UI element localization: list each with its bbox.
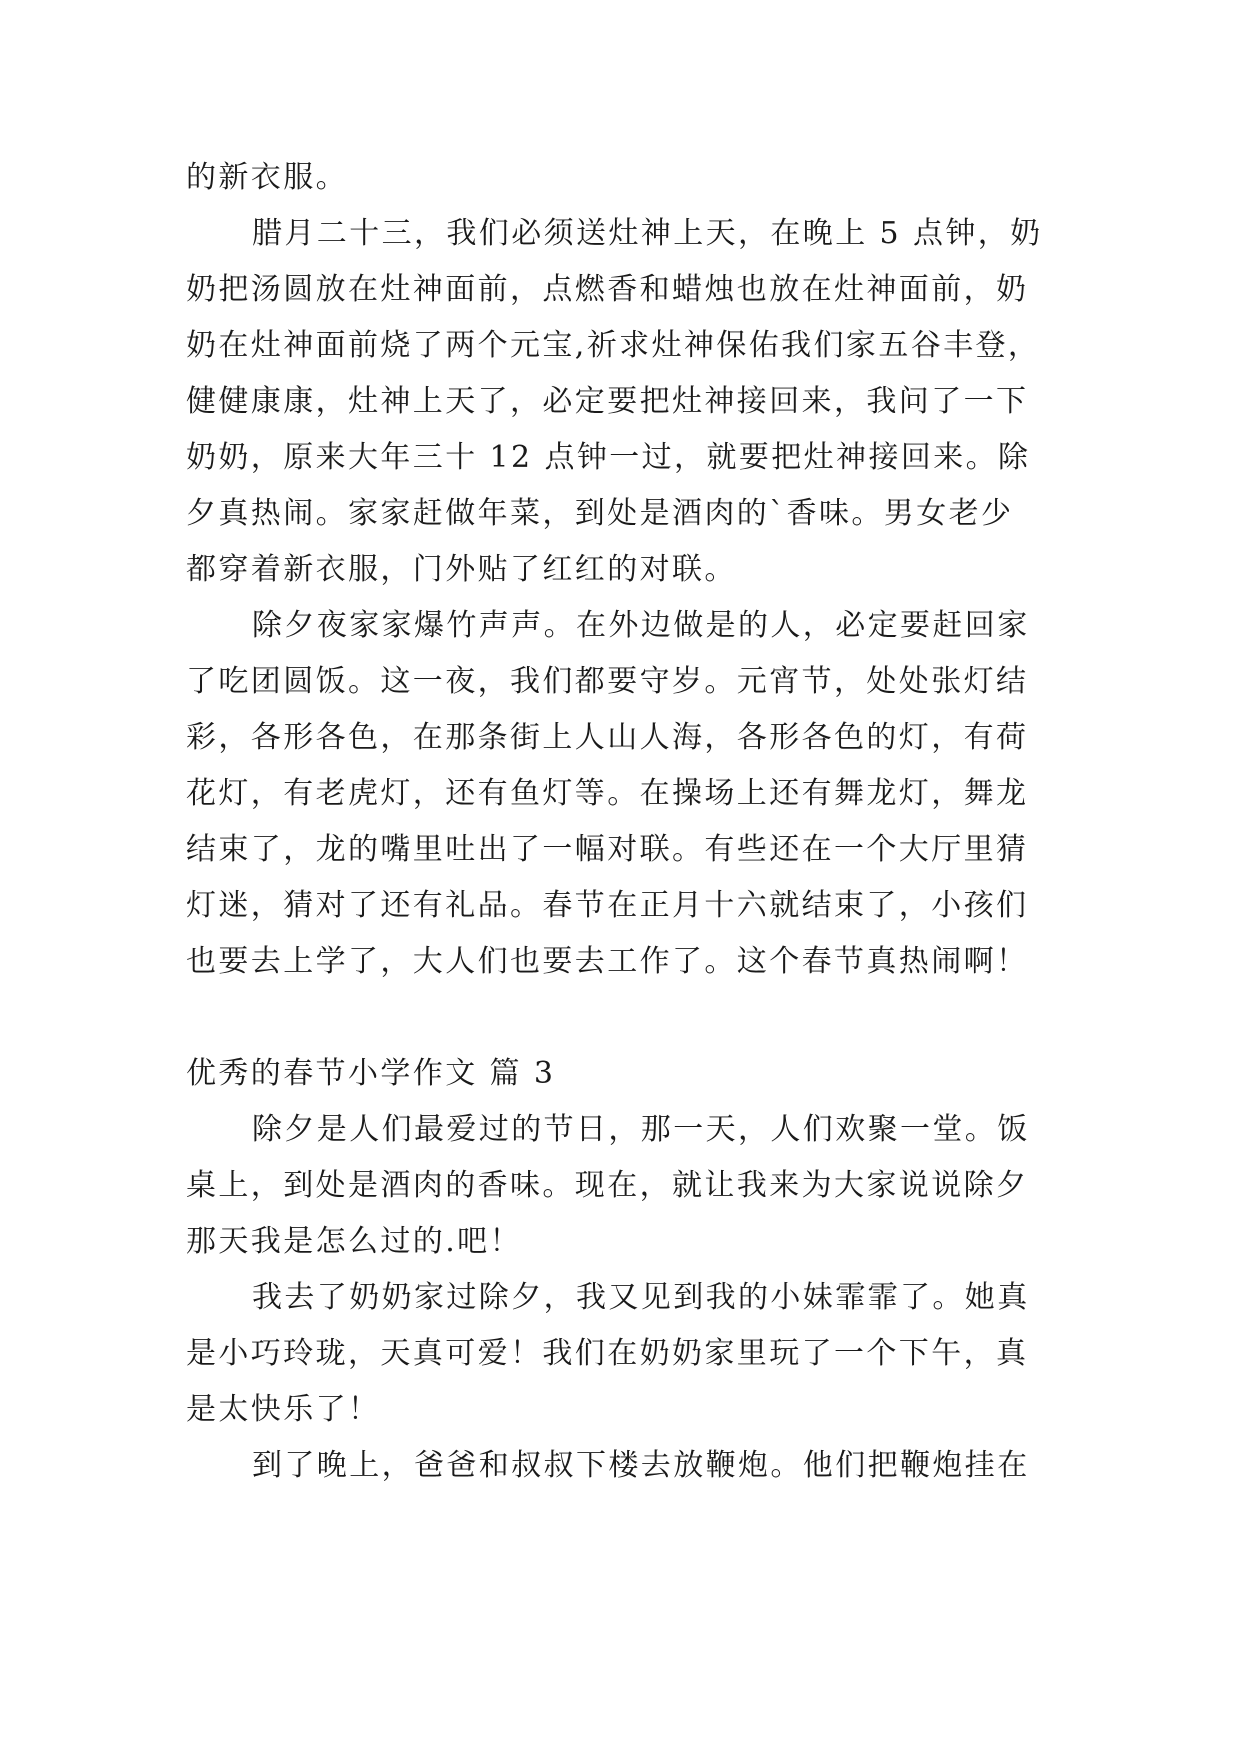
- paragraph-line: 结束了，龙的嘴里吐出了一幅对联。有些还在一个大厅里猜: [186, 832, 1029, 867]
- paragraph-line: 了吃团圆饭。这一夜，我们都要守岁。元宵节，处处张灯结: [186, 664, 1029, 699]
- paragraph-line: 除夕夜家家爆竹声声。在外边做是的人，必定要赶回家: [252, 608, 1030, 643]
- paragraph: [186, 598, 1066, 990]
- paragraph: [186, 1102, 1066, 1270]
- paragraph-line: 桌上，到处是酒肉的香味。现在，就让我来为大家说说除夕: [186, 1168, 1029, 1203]
- paragraph-line: 健健康康，灶神上天了，必定要把灶神接回来，我问了一下: [186, 384, 1029, 419]
- paragraph-line: 也要去上学了，大人们也要去工作了。这个春节真热闹啊！: [186, 944, 1029, 979]
- paragraph-line: 那天我是怎么过的.吧！: [186, 1224, 522, 1259]
- section-heading: 优秀的春节小学作文 篇 3: [186, 1056, 556, 1091]
- paragraph-line: 花灯，有老虎灯，还有鱼灯等。在操场上还有舞龙灯，舞龙: [186, 776, 1029, 811]
- paragraph-line: 的新衣服。: [186, 160, 348, 195]
- paragraph-line: 是太快乐了！: [186, 1392, 381, 1427]
- paragraph-line: 奶把汤圆放在灶神面前，点燃香和蜡烛也放在灶神面前，奶: [186, 272, 1029, 307]
- paragraph-line: 是小巧玲珑，天真可爱！我们在奶奶家里玩了一个下午，真: [186, 1336, 1029, 1371]
- paragraph-line: 奶在灶神面前烧了两个元宝,祈求灶神保佑我们家五谷丰登，: [186, 328, 1041, 363]
- paragraph: [186, 206, 1066, 598]
- paragraph: [186, 1270, 1066, 1438]
- paragraph-line: 灯迷，猜对了还有礼品。春节在正月十六就结束了，小孩们: [186, 888, 1029, 923]
- document-page: [186, 150, 1066, 1494]
- paragraph-line: 彩，各形各色，在那条街上人山人海，各形各色的灯，有荷: [186, 720, 1029, 755]
- paragraph-line: 夕真热闹。家家赶做年菜，到处是酒肉的`香味。男女老少: [186, 496, 1014, 531]
- paragraph-line: 奶奶，原来大年三十 12 点钟一过，就要把灶神接回来。除: [186, 440, 1031, 475]
- paragraph: [186, 150, 1066, 206]
- section-gap: [186, 990, 1066, 1046]
- paragraph-line: 到了晚上，爸爸和叔叔下楼去放鞭炮。他们把鞭炮挂在: [252, 1448, 1030, 1483]
- paragraph-line: 都穿着新衣服，门外贴了红红的对联。: [186, 552, 737, 587]
- paragraph-line: 除夕是人们最爱过的节日，那一天，人们欢聚一堂。饭: [252, 1112, 1030, 1147]
- paragraph: [186, 1438, 1066, 1494]
- paragraph-line: 腊月二十三，我们必须送灶神上天，在晚上 5 点钟，奶: [252, 216, 1043, 251]
- paragraph-line: 我去了奶奶家过除夕，我又见到我的小妹霏霏了。她真: [252, 1280, 1030, 1315]
